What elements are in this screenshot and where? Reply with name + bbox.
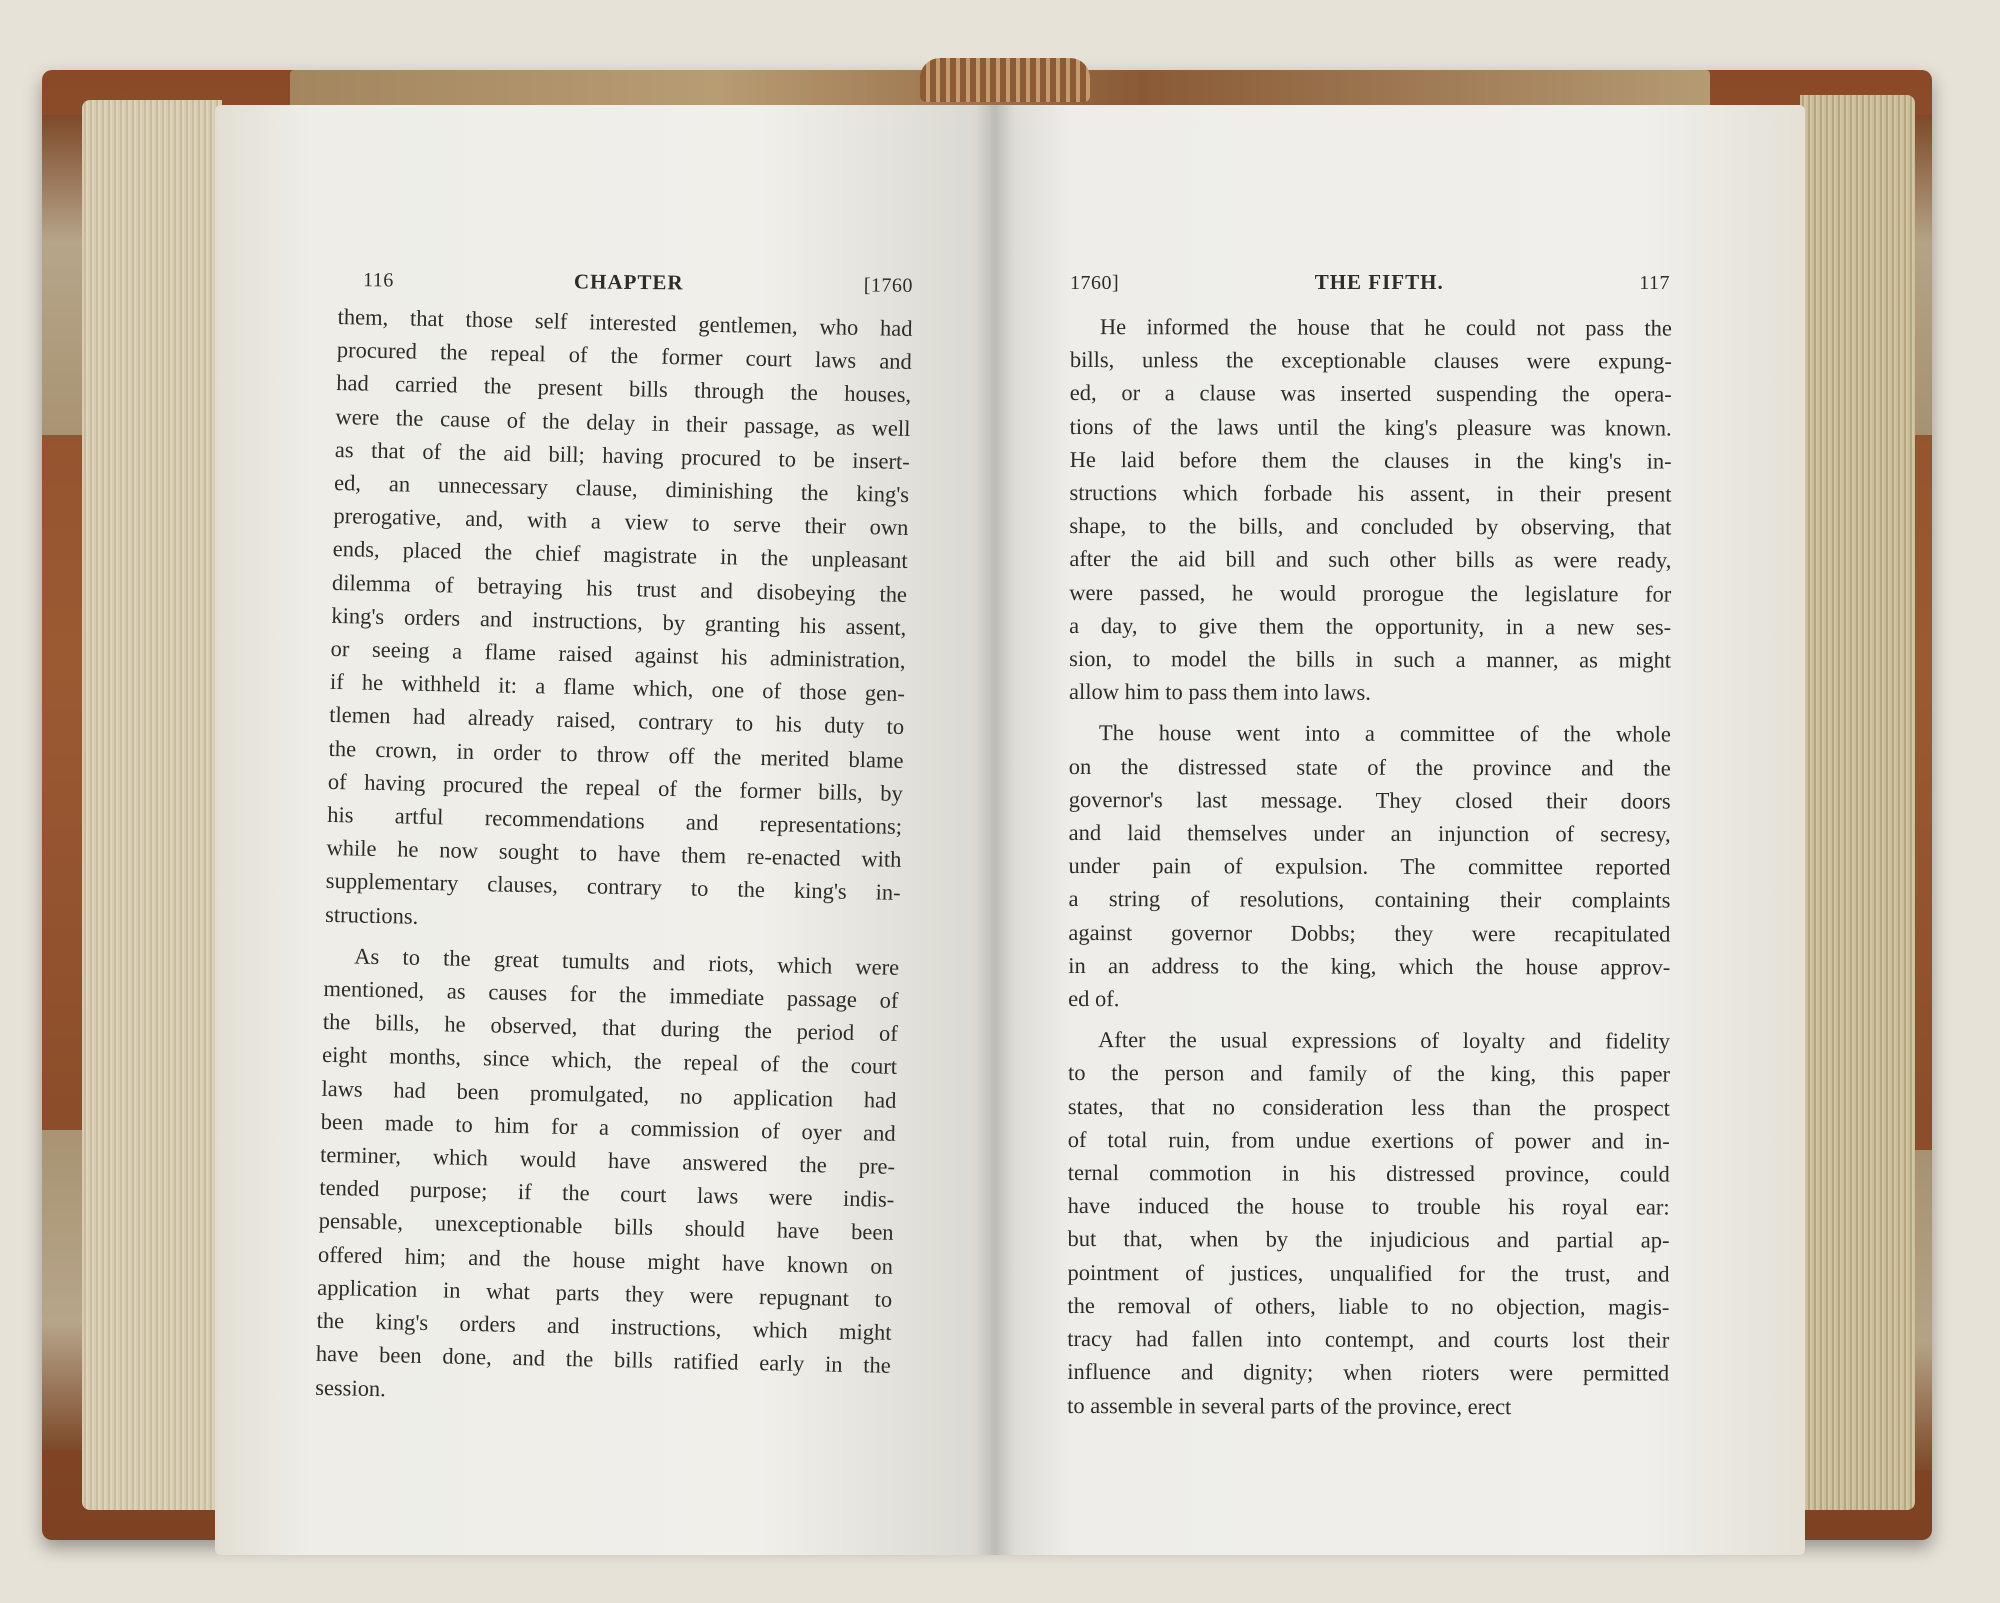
page-block-right-edge [1800,95,1915,1510]
left-page-year: [1760 [863,274,914,297]
left-page [215,105,995,1555]
text-line: After the usual expressions of loyalty and fidelity [1098,1027,1671,1054]
text-line: his artful recommendations and representations; [326,801,903,839]
right-page-body [1067,310,1672,1423]
text-line: As to the great tumults and riots, which were [354,943,900,980]
text-line: states, that no consideration less than the prospect [1067,1093,1670,1121]
text-line: session. [314,1374,387,1401]
text-line: the removal of others, liable to no objection, magis- [1067,1292,1670,1320]
text-line: if he withheld it: a flame which, one of those gen- [329,669,906,707]
text-line: to assemble in several parts of the province, erect [1067,1392,1512,1419]
text-line: against governor Dobbs; they were recapitulated [1068,919,1671,947]
text-line: structions which forbade his assent, in their present [1069,480,1672,507]
text-line: the crown, in order to throw off the merited blame [328,735,904,773]
text-line: laws had been promulgated, no application had [321,1075,897,1113]
text-line: while he now sought to have them re-enacted with [326,835,902,873]
text-line: shape, to the bills, and concluded by observing, that [1069,513,1672,540]
text-line: a day, to give them the opportunity, in a new ses- [1069,612,1672,640]
right-page-title: THE FIFTH. [1314,270,1444,294]
text-line: on the distressed state of the province and the [1068,753,1671,781]
text-line: of having procured the repeal of the former bills, by [327,768,904,806]
text-line: dilemma of betraying his trust and disobeying the [331,569,908,607]
text-line: tions of the laws until the king's pleasure was known. [1069,413,1672,441]
text-line: ed, an unnecessary clause, diminishing the king's [333,469,910,508]
text-line: offered him; and the house might have known on [317,1241,894,1279]
text-line: governor's last message. They closed their doors [1068,786,1671,814]
left-page-title: CHAPTER [573,269,684,295]
text-line: He laid before them the clauses in the king's in- [1069,446,1672,474]
text-line: The house went into a committee of the whole [1098,720,1671,748]
text-line: under pain of expulsion. The committee reported [1068,853,1671,880]
text-line: tended purpose; if the court laws were indis- [319,1175,895,1213]
text-line: ed, or a clause was inserted suspending the opera- [1069,380,1672,407]
text-line: have been done, and the bills ratified early in the [315,1341,892,1379]
text-line: tlemen had already raised, contrary to his duty to [329,702,905,740]
text-line: been made to him for a commission of oyer and [320,1108,896,1146]
text-line: to the person and family of the king, this paper [1067,1060,1671,1088]
text-line: but that, when by the injudicious and partial ap- [1067,1226,1670,1254]
left-page-number: 116 [362,269,394,292]
text-line: structions. [324,901,419,929]
text-line: pointment of justices, unqualified for the trust, and [1067,1259,1670,1287]
text-line: have induced the house to trouble his royal ear: [1067,1193,1670,1220]
text-line: He informed the house that he could not pass the [1099,314,1672,341]
page-block-left-edge [82,100,222,1510]
text-line: and laid themselves under an injunction of secresy, [1068,820,1671,847]
text-line: were passed, he would prorogue the legislature for [1069,579,1672,607]
text-line: application in what parts they were repugnant to [317,1274,893,1312]
text-line: were the cause of the delay in their passage, as well [335,403,911,441]
text-line: ends, placed the chief magistrate in the unpleasant [332,536,908,574]
right-page-number: 117 [1639,272,1670,294]
text-line: prerogative, and, with a view to serve their own [333,503,909,541]
text-line: bills, unless the exceptionable clauses were expung- [1069,347,1672,374]
text-line: the bills, he observed, that during the period of [322,1009,899,1047]
text-line: in an address to the king, which the house approv- [1068,952,1671,980]
text-line: influence and dignity; when rioters were permitted [1067,1359,1670,1386]
text-line: tracy had fallen into contempt, and courts lost their [1067,1326,1670,1353]
text-line: ed of. [1068,986,1120,1012]
text-line: allow him to pass them into laws. [1068,679,1371,706]
text-line: them, that those self interested gentlemen, who had [337,303,913,342]
right-page [990,105,1805,1555]
book-spine-headband [920,58,1090,102]
text-line: or seeing a flame raised against his administration, [330,635,906,673]
text-line: eight months, since which, the repeal of the court [321,1042,898,1080]
left-page-body [315,300,913,1416]
text-line: sion, to model the bills in such a manner, as might [1069,646,1672,673]
right-page-year: 1760] [1070,272,1120,294]
text-line: pensable, unexceptionable bills should have been [318,1208,894,1246]
text-line: terminer, which would have answered the pre- [319,1141,896,1179]
text-line: after the aid bill and such other bills as were ready, [1069,546,1672,573]
text-line: procured the repeal of the former court laws and [336,337,913,375]
left-running-head [363,267,913,298]
text-line: of total ruin, from undue exertions of power and in- [1067,1126,1670,1154]
text-line: as that of the aid bill; having procured to be insert- [334,436,911,474]
text-line: the king's orders and instructions, which might [316,1307,892,1345]
text-line: mentioned, as causes for the immediate passage of [323,975,899,1013]
text-line: had carried the present bills through the houses, [336,370,912,408]
right-running-head [1070,270,1670,295]
text-line: supplementary clauses, contrary to the king's in- [325,868,901,906]
text-line: king's orders and instructions, by granting his assent, [331,602,907,640]
text-line: ternal commotion in his distressed province, could [1067,1160,1670,1187]
text-line: a string of resolutions, containing their complaints [1068,886,1671,914]
book-gutter [975,105,1015,1555]
